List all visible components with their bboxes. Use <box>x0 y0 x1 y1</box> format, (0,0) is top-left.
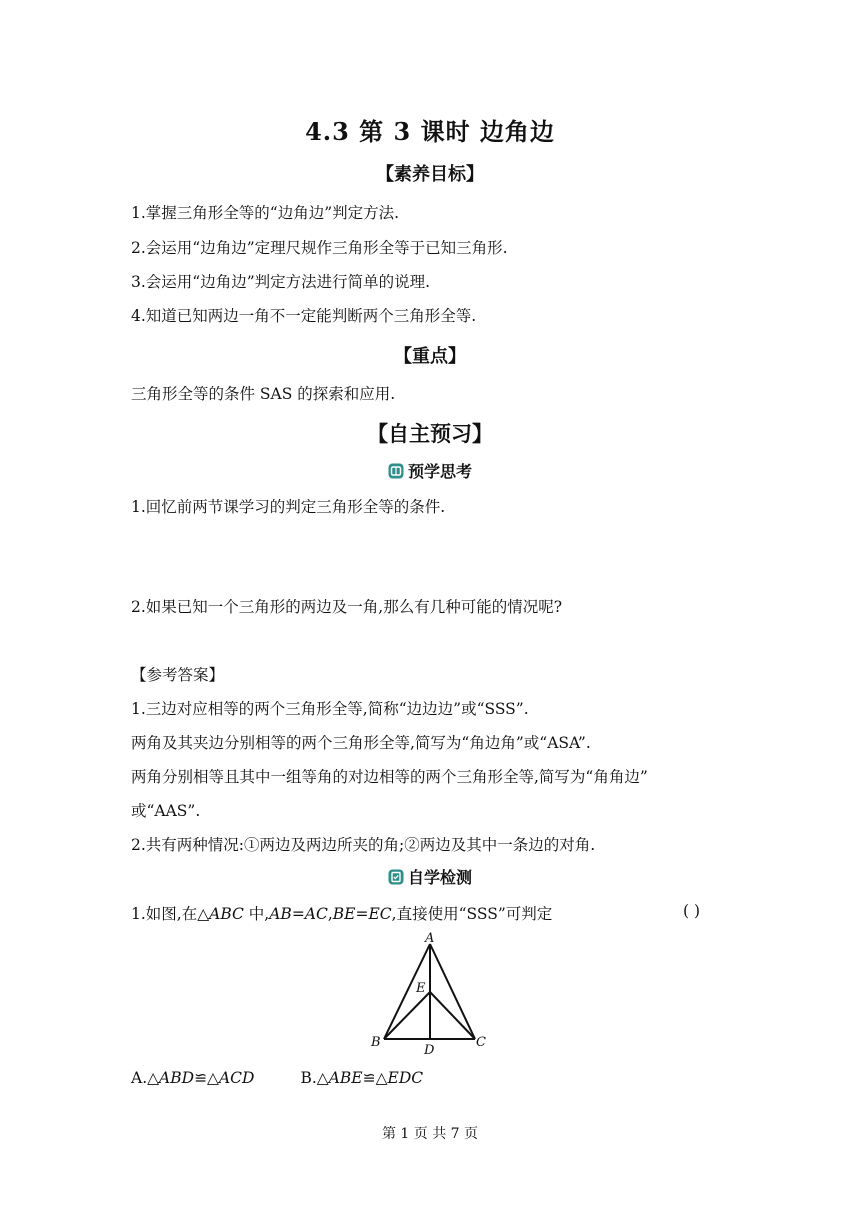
q1-text: 1.如图,在△ <box>131 905 210 923</box>
check-subheading <box>0 865 860 888</box>
goals-heading: 【素养目标】 <box>376 164 484 185</box>
option-a-triangle: ACD <box>218 1069 255 1087</box>
option-row <box>131 1069 731 1087</box>
answer-heading: 【参考答案】 <box>131 666 225 684</box>
think-label: 预学思考 <box>407 462 472 481</box>
page-footer: 第 1 页 共 7 页 <box>381 1126 479 1142</box>
key-heading: 【重点】 <box>394 346 466 367</box>
key-text: 三角形全等的条件 SAS 的探索和应用. <box>131 385 396 403</box>
q1-text: 中, <box>243 905 270 923</box>
option-b-text: ≌△ <box>362 1069 388 1087</box>
goal-item: 2.会运用“边角边”定理尺规作三角形全等于已知三角形. <box>131 239 508 257</box>
option-a-text: ≌△ <box>194 1069 219 1087</box>
think-question: 2.如果已知一个三角形的两边及一角,那么有几种可能的情况呢? <box>131 598 563 616</box>
option-a-triangle: ABD <box>159 1069 195 1087</box>
edge-ce <box>430 992 475 1039</box>
book-icon <box>388 463 404 479</box>
goal-item: 1.掌握三角形全等的“边角边”判定方法. <box>131 204 400 222</box>
option-b[interactable] <box>300 1069 423 1087</box>
answer-line: 两角分别相等且其中一组等角的对边相等的两个三角形全等,简写为“角角边” <box>131 768 648 786</box>
preview-heading: 【自主预习】 <box>367 421 493 446</box>
option-b-triangle: EDC <box>387 1069 424 1087</box>
q1-text: ,直接使用“SSS”可判定 <box>391 905 553 923</box>
edge-ac <box>430 944 475 1039</box>
vertex-label-b: B <box>371 1035 381 1050</box>
option-a[interactable] <box>131 1069 254 1087</box>
think-subheading <box>0 459 860 482</box>
answer-line: 两角及其夹边分别相等的两个三角形全等,简写为“角边角”或“ASA”. <box>131 734 591 752</box>
answer-blank: ( ) <box>683 902 701 920</box>
check-label: 自学检测 <box>407 868 472 887</box>
option-b-triangle: ABE <box>328 1069 363 1087</box>
q1-text: , <box>327 905 333 923</box>
option-b-text: B.△ <box>300 1069 329 1087</box>
q1-condition: AB=AC <box>269 905 328 923</box>
page-title: 4.3 第 3 课时 边角边 <box>305 117 555 146</box>
goal-item: 3.会运用“边角边”判定方法进行简单的说理. <box>131 273 431 291</box>
option-a-text: A.△ <box>131 1069 160 1087</box>
checklist-icon <box>388 869 404 885</box>
edge-be <box>384 992 430 1039</box>
triangle-figure <box>368 928 498 1058</box>
q1-triangle: ABC <box>209 905 244 923</box>
goal-item: 4.知道已知两边一角不一定能判断两个三角形全等. <box>131 307 477 325</box>
answer-line: 1.三边对应相等的两个三角形全等,简称“边边边”或“SSS”. <box>131 700 529 718</box>
check-question <box>131 902 731 924</box>
vertex-label-d: D <box>424 1043 435 1058</box>
answer-line: 2.共有两种情况:①两边及两边所夹的角;②两边及其中一条边的对角. <box>131 836 596 854</box>
vertex-label-e: E <box>416 981 426 996</box>
answer-line: 或“AAS”. <box>131 802 201 820</box>
q1-condition: BE=EC <box>332 905 392 923</box>
vertex-label-a: A <box>425 931 435 946</box>
think-question: 1.回忆前两节课学习的判定三角形全等的条件. <box>131 498 446 516</box>
vertex-label-c: C <box>476 1035 486 1050</box>
